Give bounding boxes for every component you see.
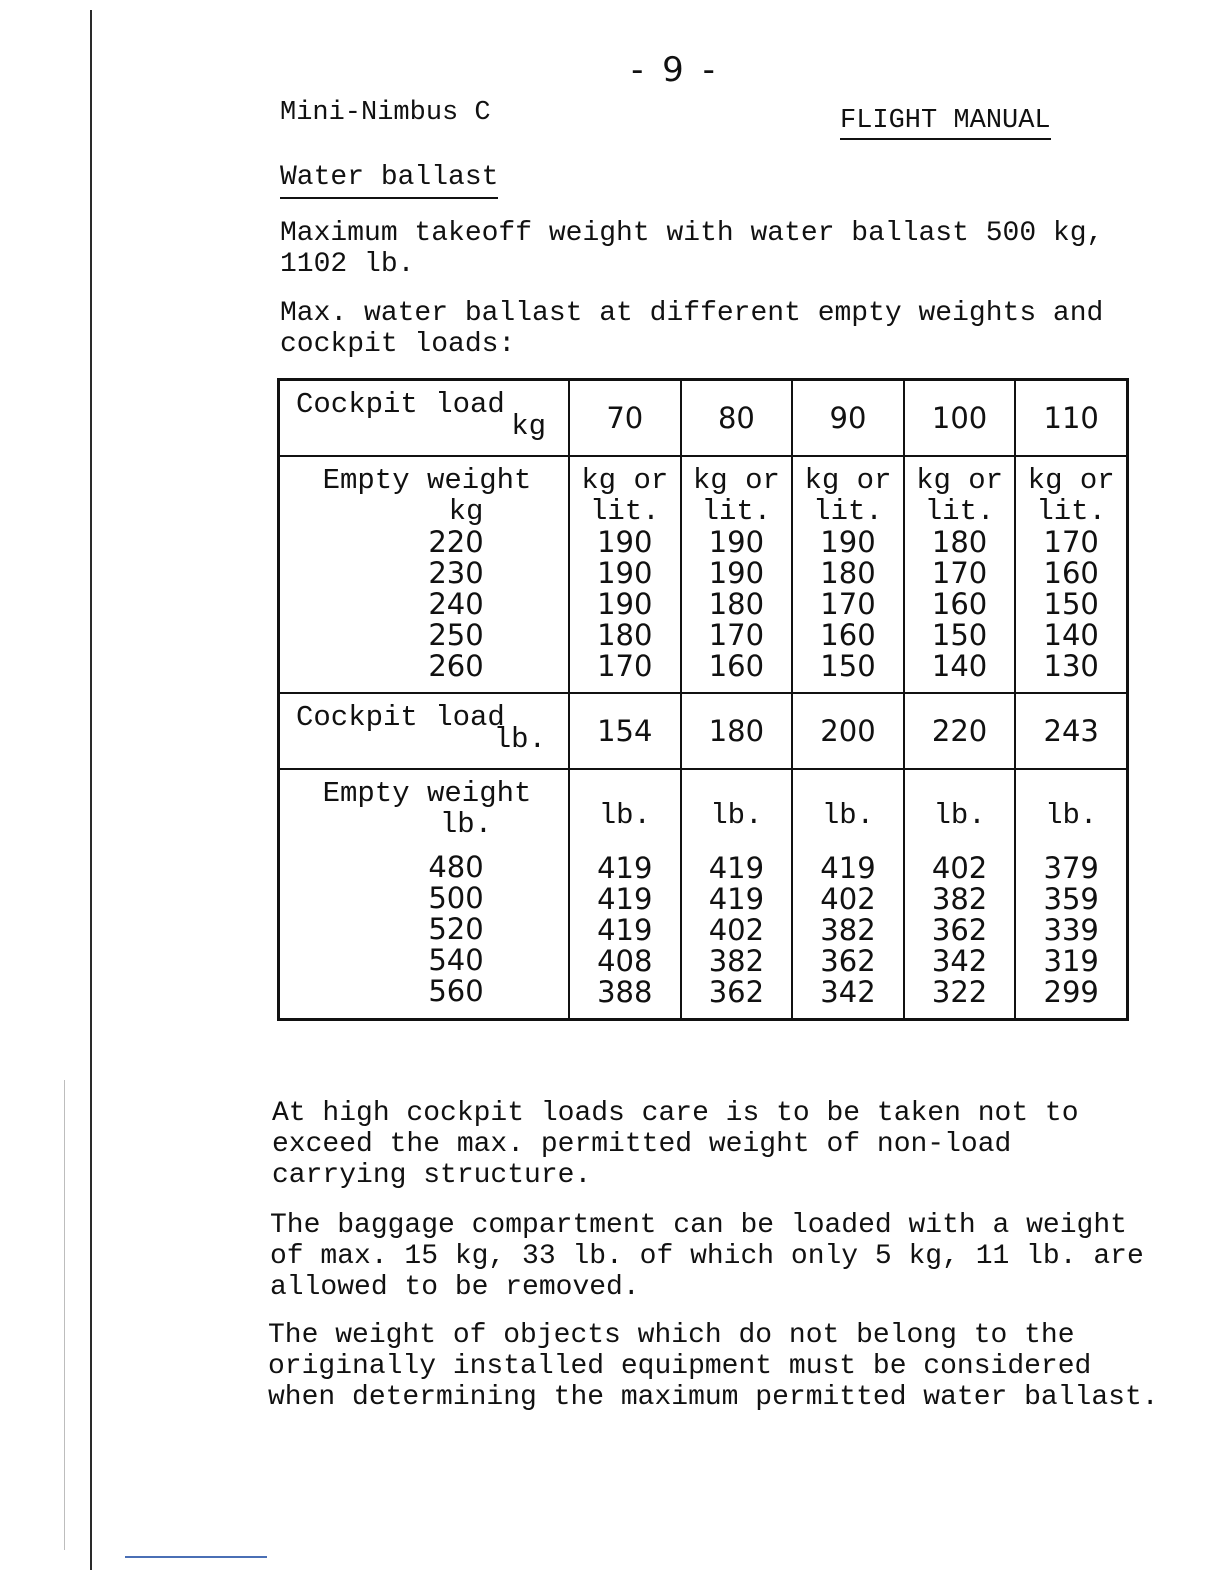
ballast-value: 140 <box>1043 618 1099 652</box>
ballast-unit: kg or lit. <box>804 464 892 528</box>
empty-weight-value: 240 <box>428 587 484 621</box>
cockpit-load-kg-value: 90 <box>792 380 904 457</box>
ballast-values <box>1020 527 1122 682</box>
ballast-value: 190 <box>597 587 653 621</box>
ballast-unit: lb. <box>1045 799 1098 832</box>
section-heading: Water ballast <box>280 162 498 199</box>
ballast-value: 359 <box>1043 882 1099 916</box>
ballast-value: 339 <box>1043 913 1099 947</box>
ballast-value: 388 <box>597 975 653 1009</box>
ballast-lb-column <box>792 769 904 1020</box>
ballast-values <box>574 853 676 1008</box>
ballast-value: 170 <box>708 618 765 652</box>
cockpit-load-unit: lb. <box>493 723 546 756</box>
empty-weight-value: 250 <box>428 618 484 652</box>
ballast-value: 180 <box>820 556 876 590</box>
ballast-value: 150 <box>820 649 876 683</box>
ballast-lb-column <box>904 769 1016 1020</box>
ballast-kg-column <box>1015 456 1127 693</box>
ballast-kg-column <box>792 456 904 693</box>
empty-weight-label-text: Empty weight <box>322 464 532 497</box>
empty-weight-kg-row <box>279 456 1128 693</box>
cockpit-load-lb-row <box>279 693 1128 769</box>
manual-title: FLIGHT MANUAL <box>840 106 1051 140</box>
ballast-kg-column <box>681 456 793 693</box>
empty-weight-unit: lb. <box>439 808 493 841</box>
ballast-value: 382 <box>931 882 988 916</box>
empty-weight-value: 230 <box>428 556 484 590</box>
empty-weight-label-text: Empty weight <box>322 777 532 810</box>
cockpit-load-lb-value: 243 <box>1015 693 1127 769</box>
ballast-value: 190 <box>820 525 876 559</box>
ballast-unit: kg or lit. <box>692 464 780 528</box>
ballast-values <box>686 853 788 1008</box>
ballast-value: 419 <box>597 882 653 916</box>
ballast-unit: lb. <box>710 799 763 832</box>
page-margin-line <box>90 10 92 1570</box>
ballast-value: 170 <box>820 587 876 621</box>
empty-weight-lb-values <box>296 852 558 1007</box>
ballast-value: 160 <box>708 649 765 683</box>
empty-weight-lb-row <box>279 769 1128 1020</box>
ballast-value: 160 <box>931 587 988 621</box>
ballast-value: 362 <box>931 913 988 947</box>
ballast-value: 402 <box>820 882 876 916</box>
ballast-value: 180 <box>931 525 988 559</box>
ballast-unit: kg or lit. <box>916 464 1004 528</box>
ballast-lb-column <box>569 769 681 1020</box>
ballast-unit: lb. <box>598 799 651 832</box>
ballast-kg-column <box>904 456 1016 693</box>
cockpit-load-kg-label <box>279 380 570 457</box>
ballast-value: 190 <box>597 556 653 590</box>
cockpit-load-lb-label <box>279 693 570 769</box>
footer-rule <box>125 1556 267 1558</box>
empty-weight-value: 220 <box>428 525 484 559</box>
page-number: - 9 - <box>631 50 719 90</box>
empty-weight-lb-label <box>279 769 570 1020</box>
cockpit-load-lb-value: 154 <box>569 693 681 769</box>
ballast-value: 170 <box>1043 525 1099 559</box>
ballast-value: 190 <box>597 525 653 559</box>
ballast-value: 382 <box>708 944 765 978</box>
ballast-value: 379 <box>1043 851 1099 885</box>
foreign-objects-note: The weight of objects which do not belong to the originally installed equipment must be considered when determining the maximum permitted water ballast. <box>268 1320 1159 1413</box>
ballast-value: 362 <box>820 944 876 978</box>
ballast-unit: lb. <box>933 799 986 832</box>
ballast-value: 190 <box>708 556 765 590</box>
empty-weight-kg-values <box>296 527 558 682</box>
empty-weight-value: 480 <box>428 850 484 884</box>
page-margin-line-faint <box>64 1080 65 1550</box>
cockpit-load-kg-value: 80 <box>681 380 793 457</box>
ballast-value: 130 <box>1043 649 1099 683</box>
cockpit-load-kg-value: 110 <box>1015 380 1127 457</box>
ballast-lb-column <box>1015 769 1127 1020</box>
ballast-value: 419 <box>708 882 765 916</box>
ballast-value: 402 <box>931 851 988 885</box>
ballast-value: 362 <box>708 975 765 1009</box>
ballast-unit: kg or lit. <box>1027 464 1115 528</box>
ballast-value: 408 <box>597 944 653 978</box>
ballast-value: 160 <box>1043 556 1099 590</box>
ballast-value: 382 <box>820 913 876 947</box>
ballast-lb-column <box>681 769 793 1020</box>
water-ballast-table <box>277 378 1129 1021</box>
ballast-value: 299 <box>1043 975 1099 1009</box>
ballast-value: 322 <box>931 975 988 1009</box>
empty-weight-unit: kg <box>448 495 484 528</box>
baggage-note: The baggage compartment can be loaded with a weight of max. 15 kg, 33 lb. of which only 5 kg, 11 lb. are allowed to be removed. <box>270 1210 1144 1303</box>
ballast-value: 140 <box>931 649 988 683</box>
max-takeoff-paragraph: Maximum takeoff weight with water ballast 500 kg, 1102 lb. <box>280 218 1104 280</box>
ballast-value: 170 <box>597 649 653 683</box>
ballast-values <box>1020 853 1122 1008</box>
ballast-value: 150 <box>931 618 988 652</box>
cockpit-load-lb-value: 220 <box>904 693 1016 769</box>
document-title: Mini-Nimbus C <box>280 98 491 128</box>
ballast-unit: lb. <box>821 799 875 832</box>
ballast-value: 419 <box>820 851 876 885</box>
ballast-value: 419 <box>597 913 653 947</box>
ballast-value: 180 <box>708 587 765 621</box>
ballast-values <box>797 527 899 682</box>
ballast-values <box>797 853 899 1008</box>
ballast-values <box>909 853 1011 1008</box>
cockpit-load-label-text: Cockpit load <box>296 701 505 734</box>
empty-weight-value: 520 <box>428 912 484 946</box>
ballast-value: 160 <box>820 618 876 652</box>
max-ballast-intro-paragraph: Max. water ballast at different empty weights and cockpit loads: <box>280 298 1104 360</box>
ballast-values <box>574 527 676 682</box>
empty-weight-kg-label <box>279 456 570 693</box>
high-cockpit-load-note: At high cockpit loads care is to be taken not to exceed the max. permitted weight of non-load carrying structure. <box>272 1098 1079 1191</box>
empty-weight-value: 560 <box>428 974 484 1008</box>
cockpit-load-kg-value: 100 <box>904 380 1016 457</box>
cockpit-load-unit: kg <box>511 410 546 443</box>
ballast-value: 419 <box>597 851 653 885</box>
ballast-value: 150 <box>1043 587 1099 621</box>
ballast-value: 402 <box>708 913 765 947</box>
ballast-value: 342 <box>931 944 988 978</box>
cockpit-load-lb-value: 180 <box>681 693 793 769</box>
cockpit-load-kg-row <box>279 380 1128 457</box>
ballast-values <box>686 527 788 682</box>
ballast-values <box>909 527 1011 682</box>
ballast-value: 419 <box>708 851 765 885</box>
empty-weight-value: 260 <box>428 649 484 683</box>
ballast-value: 342 <box>820 975 876 1009</box>
ballast-value: 190 <box>708 525 765 559</box>
ballast-value: 180 <box>597 618 653 652</box>
empty-weight-value: 500 <box>428 881 484 915</box>
empty-weight-value: 540 <box>428 943 484 977</box>
ballast-value: 170 <box>931 556 988 590</box>
cockpit-load-label-text: Cockpit load <box>296 388 505 421</box>
ballast-value: 319 <box>1043 944 1099 978</box>
cockpit-load-kg-value: 70 <box>569 380 681 457</box>
cockpit-load-lb-value: 200 <box>792 693 904 769</box>
ballast-unit: kg or lit. <box>581 464 669 528</box>
ballast-kg-column <box>569 456 681 693</box>
